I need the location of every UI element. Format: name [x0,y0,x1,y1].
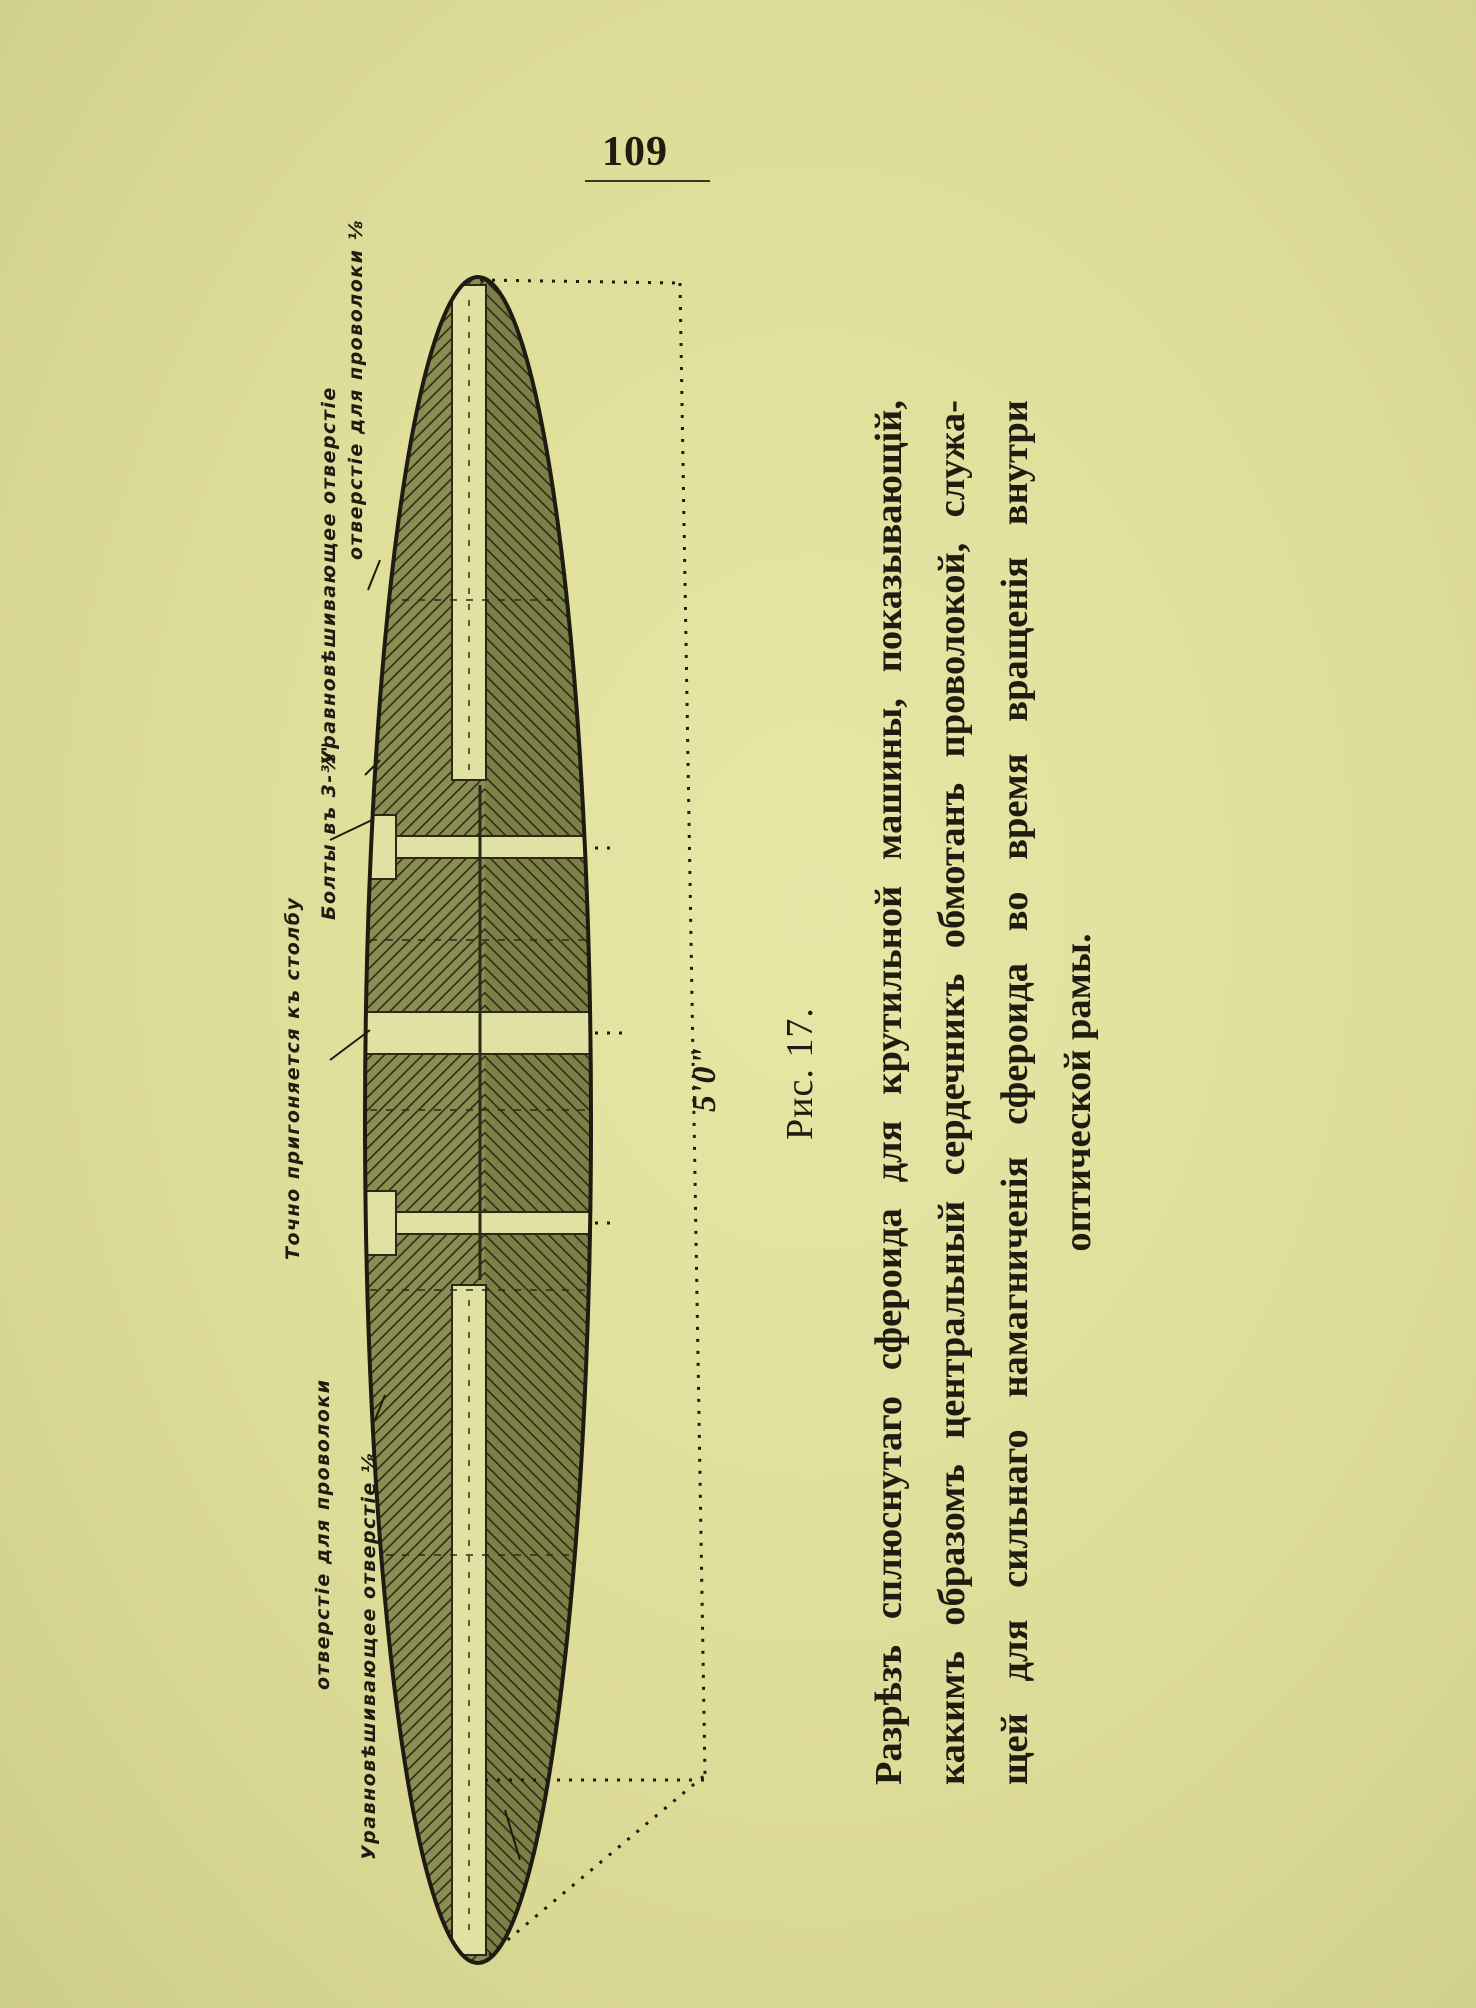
label-wire-hole-right: отверстіе для проволоки ⅛ [345,219,367,560]
description-line: оптической рамы. [1057,933,1099,1252]
page-number: 109 [602,129,668,175]
label-fits-pole: Точно пригоняется къ столбу [282,896,304,1260]
label-bolts: Болты въ 3-⅜" [318,740,340,920]
label-length-dimension: 5'0" [686,1045,723,1112]
description-line: какимъ образомъ центральный сердечникъ обмотанъ проволокой, служа- [931,400,973,1785]
description-line: щей для сильнаго намагниченія сфероида во время вращенія внутри [994,400,1036,1785]
label-balance-hole-right: Уравновѣшивающее отверстіе [318,386,340,765]
figure-description [858,400,1110,1785]
figure-caption: Рис. 17. [779,1007,821,1140]
label-wire-hole-left: отверстіе для проволоки [312,1378,334,1690]
label-balance-hole-left: Уравновѣшивающее отверстіе ⅛ [358,1451,380,1860]
description-line: Разрѣзъ сплюснутаго сфероида для крутильной машины, показывающій, [868,400,910,1785]
